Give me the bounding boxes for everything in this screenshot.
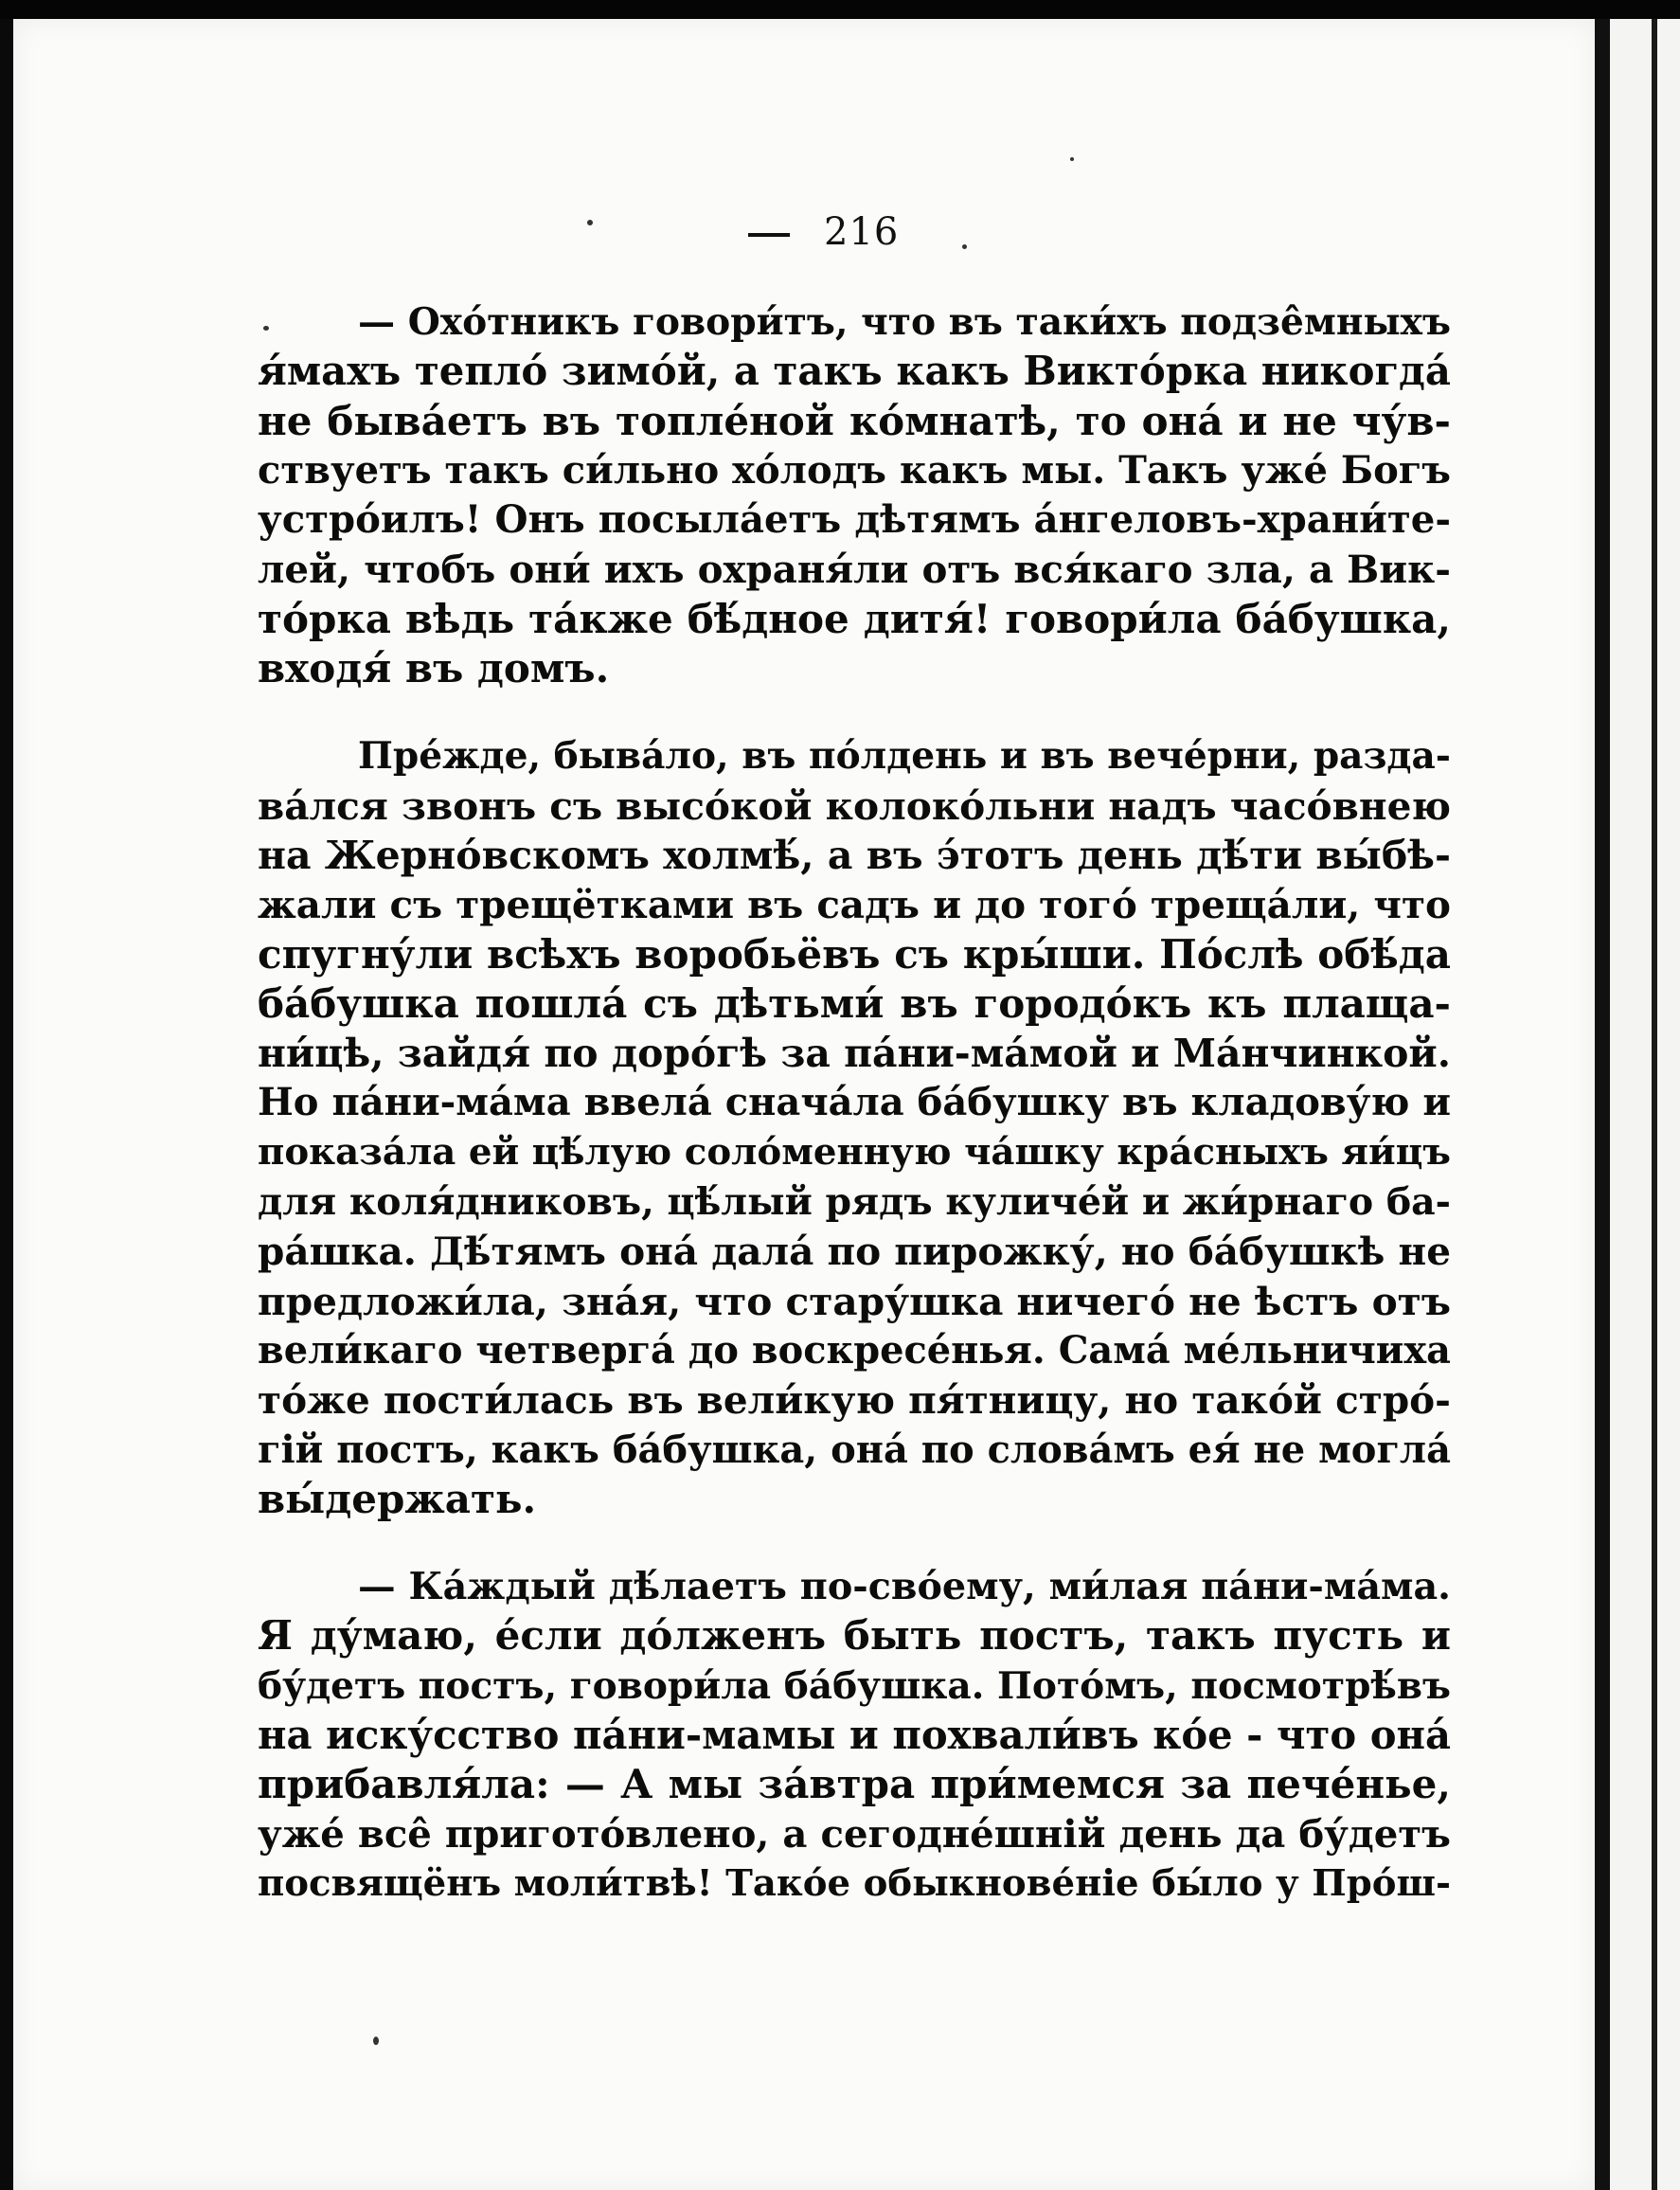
text-line: — Ка́ждый дѣ́лаетъ по-сво́ему, ми́лая па́ни-ма́ма. bbox=[358, 1565, 1451, 1609]
text-line: Но па́ни-ма́ма ввела́ снача́ла ба́бушку въ кладову́ю и bbox=[258, 1080, 1451, 1125]
paragraph-3 bbox=[258, 1562, 1451, 1909]
text-line: ни́цѣ, зайдя́ по доро́гѣ за па́ни-ма́мой и Ма́нчинкой. bbox=[258, 1031, 1451, 1077]
text-line: жали съ трещётками въ садъ и до того́ треща́ли, что bbox=[258, 882, 1451, 928]
page-number: 216 bbox=[824, 210, 900, 254]
text-line: ба́бушка пошла́ съ дѣтьми́ въ городо́къ къ плаща- bbox=[258, 979, 1451, 1027]
text-line: вы́держать. bbox=[258, 1475, 537, 1522]
scan-speck bbox=[263, 326, 269, 331]
text-line: на Жерно́вскомъ холмѣ́, а въ э́тотъ день дѣ́ти вы́бѣ- bbox=[258, 832, 1451, 878]
text-line: ра́шка. Дѣ́тямъ она́ дала́ по пирожку́, но ба́бушкѣ не bbox=[258, 1229, 1451, 1275]
body-text bbox=[258, 297, 1451, 1909]
text-line: предложи́ла, зна́я, что стару́шка ничего́ не ѣстъ отъ bbox=[258, 1278, 1451, 1324]
scan-speck bbox=[1070, 157, 1074, 161]
text-line: входя́ въ домъ. bbox=[258, 645, 610, 692]
text-line: на иску́сство па́ни-мамы и похвали́въ ко́е - что она́ bbox=[258, 1712, 1451, 1759]
text-line: прибавля́ла: — А мы за́втра при́мемся за пече́нье, bbox=[258, 1761, 1451, 1808]
text-line: показа́ла ей цѣ́лую соло́менную ча́шку кра́сныхъ яи́цъ bbox=[258, 1130, 1451, 1174]
adjacent-page-border bbox=[1652, 19, 1657, 2190]
text-line: посвящёнъ моли́твѣ! Тако́е обыкнове́ніе бы́ло у Про́ш- bbox=[258, 1861, 1451, 1905]
adjacent-page-edge bbox=[1610, 19, 1680, 2190]
paragraph-2 bbox=[258, 731, 1451, 1524]
text-line: Пре́жде, быва́ло, въ по́лдень и въ вече́рни, разда- bbox=[358, 734, 1451, 779]
paragraph-1 bbox=[258, 297, 1451, 693]
text-line: ва́лся звонъ съ высо́кой колоко́льни надъ часо́внею bbox=[258, 782, 1452, 829]
page-number-dash bbox=[748, 233, 790, 237]
text-line: лей, чтобъ они́ ихъ охраня́ли отъ вся́каго зла, а Вик- bbox=[258, 547, 1451, 593]
text-line: я́махъ тепло́ зимо́й, а такъ какъ Викто́рка никогда́ bbox=[258, 348, 1451, 395]
scan-speck bbox=[587, 220, 593, 225]
text-line: то́рка вѣдь та́кже бѣ́дное дитя́! говори́ла ба́бушка, bbox=[258, 595, 1451, 642]
book-gutter bbox=[1595, 19, 1610, 2190]
text-line: устро́илъ! Онъ посыла́етъ дѣтямъ а́нгеловъ-храни́те- bbox=[258, 497, 1451, 543]
text-line: не быва́етъ въ топле́ной ко́мнатѣ, то она́ и не чу́в- bbox=[258, 397, 1451, 444]
text-line: для коля́дниковъ, цѣ́лый рядъ куличе́й и жи́рнаго ба- bbox=[258, 1180, 1451, 1225]
text-line: спугну́ли всѣхъ воробьёвъ съ кры́ши. По́слѣ обѣ́да bbox=[258, 930, 1451, 978]
text-line: то́же пости́лась въ вели́кую пя́тницу, но тако́й стро́- bbox=[258, 1377, 1451, 1424]
scan-top-edge bbox=[0, 0, 1680, 19]
text-line: гій постъ, какъ ба́бушка, она́ по слова́мъ ея́ не могла́ bbox=[258, 1427, 1451, 1472]
scan-speck bbox=[962, 244, 967, 249]
scan-speck bbox=[373, 2037, 379, 2045]
text-line: бу́детъ постъ, говори́ла ба́бушка. Пото́мъ, посмотрѣ́въ bbox=[258, 1663, 1451, 1708]
text-line: Я ду́маю, е́сли до́лженъ быть постъ, такъ пусть и bbox=[258, 1612, 1451, 1660]
text-line: — Охо́тникъ говори́тъ, что въ таки́хъ подзе̂мныхъ bbox=[358, 300, 1451, 344]
text-line: вели́каго четверга́ до воскресе́нья. Сама́ ме́льничиха bbox=[258, 1328, 1451, 1373]
text-line: уже́ все̂ пригото́влено, а сегодне́шній день да бу́детъ bbox=[258, 1811, 1451, 1857]
text-line: ствуетъ такъ си́льно хо́лодъ какъ мы. Такъ уже́ Богъ bbox=[258, 447, 1451, 493]
